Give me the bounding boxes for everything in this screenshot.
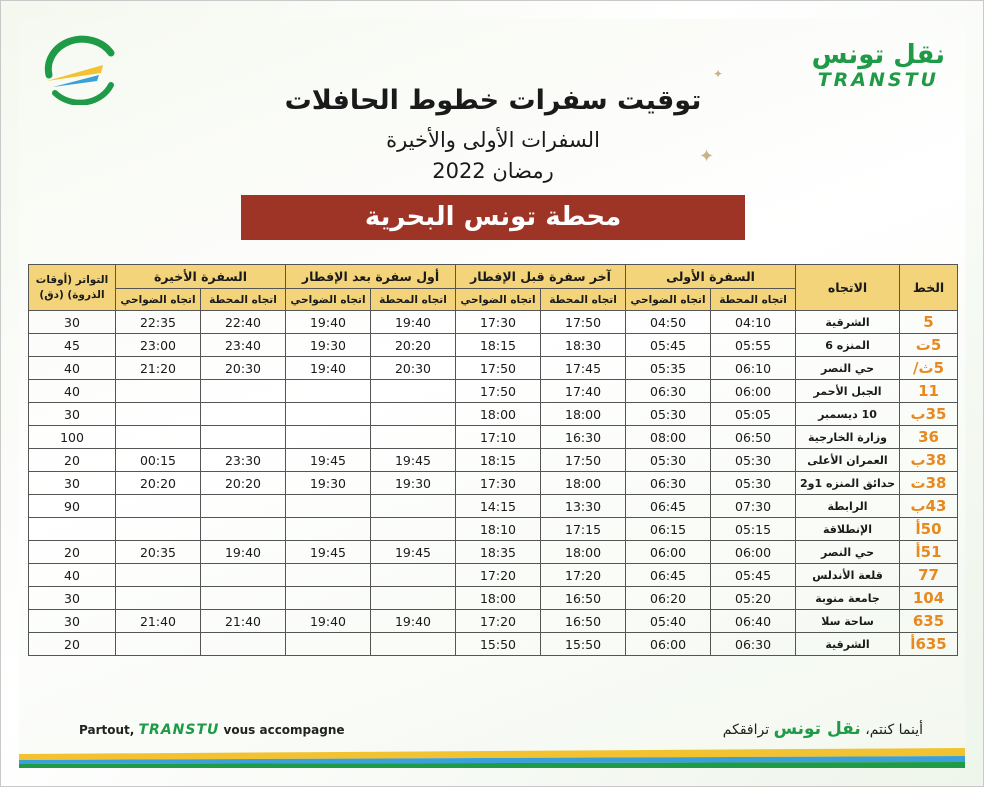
time-cell <box>201 633 286 656</box>
time-cell: 22:40 <box>201 311 286 334</box>
time-cell: 20:20 <box>201 472 286 495</box>
time-cell: 05:20 <box>711 587 796 610</box>
frequency-cell <box>29 518 116 541</box>
time-cell: 23:30 <box>201 449 286 472</box>
line-number-cell: 5ت <box>900 334 958 357</box>
header-first-trip: السفرة الأولى <box>626 265 796 289</box>
direction-cell: الرابطة <box>796 495 900 518</box>
time-cell: 18:00 <box>541 472 626 495</box>
time-cell: 18:15 <box>456 334 541 357</box>
frequency-cell: 40 <box>29 564 116 587</box>
direction-cell: الشرقية <box>796 633 900 656</box>
line-number-cell: 5ث/ <box>900 357 958 380</box>
time-cell <box>286 495 371 518</box>
footer-slogan-fr <box>79 722 345 738</box>
time-cell <box>286 564 371 587</box>
time-cell: 19:45 <box>371 541 456 564</box>
logo-latin: TRANSTU <box>817 69 939 91</box>
time-cell: 15:50 <box>456 633 541 656</box>
time-cell: 04:10 <box>711 311 796 334</box>
time-cell: 19:40 <box>371 311 456 334</box>
time-cell: 17:30 <box>456 472 541 495</box>
time-cell <box>371 633 456 656</box>
time-cell <box>371 380 456 403</box>
time-cell: 05:55 <box>711 334 796 357</box>
time-cell: 19:40 <box>286 357 371 380</box>
subheader-from-suburbs: اتجاه الضواحي <box>456 289 541 311</box>
time-cell <box>201 518 286 541</box>
header-last-before-iftar: آخر سفرة قبل الإفطار <box>456 265 626 289</box>
subheader-from-suburbs: اتجاه الضواحي <box>116 289 201 311</box>
time-cell: 17:50 <box>541 449 626 472</box>
page-title: توقيت سفرات خطوط الحافلات <box>284 85 702 116</box>
line-number-cell: 38ت <box>900 472 958 495</box>
time-cell: 19:45 <box>371 449 456 472</box>
direction-cell: حي النصر <box>796 541 900 564</box>
star-ornament-icon: ✦ <box>713 67 724 81</box>
time-cell <box>286 403 371 426</box>
time-cell: 18:00 <box>541 541 626 564</box>
time-cell: 18:15 <box>456 449 541 472</box>
direction-cell: حي النصر <box>796 357 900 380</box>
time-cell: 19:40 <box>201 541 286 564</box>
time-cell <box>201 495 286 518</box>
time-cell: 06:15 <box>626 518 711 541</box>
time-cell: 17:30 <box>456 311 541 334</box>
time-cell <box>201 403 286 426</box>
header-frequency: التواتر (أوقات الذروة) (دق) <box>29 265 116 311</box>
time-cell: 04:50 <box>626 311 711 334</box>
time-cell: 05:45 <box>626 334 711 357</box>
logo-arabic: نقل تونس <box>811 40 945 70</box>
table-row <box>29 403 958 426</box>
time-cell: 17:20 <box>541 564 626 587</box>
time-cell: 16:50 <box>541 610 626 633</box>
time-cell: 05:30 <box>626 403 711 426</box>
time-cell: 20:20 <box>116 472 201 495</box>
time-cell: 20:20 <box>371 334 456 357</box>
header-direction: الاتجاه <box>796 265 900 311</box>
frequency-cell: 30 <box>29 610 116 633</box>
footer-fr-prefix: Partout, <box>79 723 139 737</box>
time-cell <box>116 380 201 403</box>
line-number-cell: 104 <box>900 587 958 610</box>
footer-ar-prefix: أينما كنتم، <box>860 722 923 738</box>
time-cell: 18:00 <box>541 403 626 426</box>
time-cell: 05:40 <box>626 610 711 633</box>
time-cell: 06:40 <box>711 610 796 633</box>
footer-fr-suffix: vous accompagne <box>219 723 345 737</box>
time-cell: 17:40 <box>541 380 626 403</box>
time-cell <box>371 564 456 587</box>
table-row <box>29 518 958 541</box>
table-row <box>29 495 958 518</box>
line-number-cell: 77 <box>900 564 958 587</box>
time-cell: 19:30 <box>371 472 456 495</box>
time-cell: 21:40 <box>116 610 201 633</box>
line-number-cell: 50أ <box>900 518 958 541</box>
time-cell <box>116 495 201 518</box>
time-cell: 19:45 <box>286 541 371 564</box>
direction-cell: الجبل الأحمر <box>796 380 900 403</box>
time-cell: 18:10 <box>456 518 541 541</box>
line-number-cell: 51أ <box>900 541 958 564</box>
table-row <box>29 311 958 334</box>
time-cell: 17:50 <box>456 357 541 380</box>
footer-slogan-ar <box>723 719 923 739</box>
time-cell: 23:00 <box>116 334 201 357</box>
table-row <box>29 426 958 449</box>
season-label: رمضان 2022 <box>432 159 554 183</box>
header-line: الخط <box>900 265 958 311</box>
direction-cell: الإنطلاقة <box>796 518 900 541</box>
table-row <box>29 610 958 633</box>
time-cell: 17:50 <box>456 380 541 403</box>
time-cell: 05:35 <box>626 357 711 380</box>
time-cell: 19:30 <box>286 334 371 357</box>
time-cell <box>201 380 286 403</box>
time-cell: 00:15 <box>116 449 201 472</box>
header-last-trip: السفرة الأخيرة <box>116 265 286 289</box>
line-number-cell: 5 <box>900 311 958 334</box>
time-cell <box>286 380 371 403</box>
subheader-from-suburbs: اتجاه الضواحي <box>626 289 711 311</box>
time-cell: 22:35 <box>116 311 201 334</box>
header-first-after-iftar: أول سفرة بعد الإفطار <box>286 265 456 289</box>
frequency-cell: 40 <box>29 357 116 380</box>
schedule-table <box>28 264 958 656</box>
line-number-cell: 635 <box>900 610 958 633</box>
time-cell: 20:30 <box>201 357 286 380</box>
time-cell: 05:30 <box>626 449 711 472</box>
time-cell: 08:00 <box>626 426 711 449</box>
direction-cell: الشرقية <box>796 311 900 334</box>
direction-cell: المنزه 6 <box>796 334 900 357</box>
time-cell <box>116 518 201 541</box>
time-cell <box>201 426 286 449</box>
time-cell: 17:10 <box>456 426 541 449</box>
time-cell: 05:30 <box>711 472 796 495</box>
direction-cell: وزارة الخارجية <box>796 426 900 449</box>
table-row <box>29 541 958 564</box>
time-cell: 23:40 <box>201 334 286 357</box>
frequency-cell: 30 <box>29 311 116 334</box>
time-cell: 06:50 <box>711 426 796 449</box>
line-number-cell: 635أ <box>900 633 958 656</box>
time-cell: 14:15 <box>456 495 541 518</box>
time-cell: 06:30 <box>711 633 796 656</box>
time-cell <box>201 587 286 610</box>
table-row <box>29 449 958 472</box>
time-cell <box>371 426 456 449</box>
time-cell <box>116 426 201 449</box>
time-cell: 16:50 <box>541 587 626 610</box>
line-number-cell: 38ب <box>900 449 958 472</box>
time-cell: 18:00 <box>456 403 541 426</box>
time-cell <box>201 564 286 587</box>
direction-cell: ساحة سلا <box>796 610 900 633</box>
time-cell: 13:30 <box>541 495 626 518</box>
time-cell <box>371 495 456 518</box>
time-cell: 17:15 <box>541 518 626 541</box>
table-row <box>29 357 958 380</box>
time-cell <box>286 426 371 449</box>
time-cell: 15:50 <box>541 633 626 656</box>
table-row <box>29 633 958 656</box>
time-cell <box>116 403 201 426</box>
station-banner: محطة تونس البحرية <box>241 195 745 240</box>
page-subtitle: السفرات الأولى والأخيرة <box>386 128 600 152</box>
transtu-logo <box>812 41 945 91</box>
frequency-cell: 45 <box>29 334 116 357</box>
time-cell: 06:30 <box>626 380 711 403</box>
line-number-cell: 36 <box>900 426 958 449</box>
line-number-cell: 43ب <box>900 495 958 518</box>
time-cell <box>286 587 371 610</box>
direction-cell: جامعة منوبة <box>796 587 900 610</box>
footer-color-stripes <box>19 746 965 768</box>
frequency-cell: 90 <box>29 495 116 518</box>
time-cell: 17:45 <box>541 357 626 380</box>
subheader-from-station: اتجاه المحطة <box>371 289 456 311</box>
time-cell <box>286 518 371 541</box>
footer-fr-brand: TRANSTU <box>138 722 220 738</box>
time-cell <box>116 564 201 587</box>
subheader-from-station: اتجاه المحطة <box>201 289 286 311</box>
direction-cell: قلعة الأندلس <box>796 564 900 587</box>
time-cell: 17:20 <box>456 610 541 633</box>
direction-cell: العمران الأعلى <box>796 449 900 472</box>
time-cell <box>116 587 201 610</box>
time-cell <box>371 403 456 426</box>
subheader-from-station: اتجاه المحطة <box>541 289 626 311</box>
frequency-cell: 20 <box>29 633 116 656</box>
time-cell: 07:30 <box>711 495 796 518</box>
frequency-cell: 30 <box>29 403 116 426</box>
time-cell: 18:00 <box>456 587 541 610</box>
time-cell <box>116 633 201 656</box>
star-ornament-icon: ✦ <box>699 146 715 167</box>
time-cell: 06:00 <box>626 633 711 656</box>
frequency-cell: 20 <box>29 449 116 472</box>
time-cell: 05:15 <box>711 518 796 541</box>
time-cell: 17:20 <box>456 564 541 587</box>
frequency-cell: 30 <box>29 472 116 495</box>
time-cell: 19:40 <box>286 311 371 334</box>
footer-ar-brand: نقل تونس <box>773 719 861 739</box>
time-cell: 05:05 <box>711 403 796 426</box>
table-row <box>29 380 958 403</box>
time-cell: 06:30 <box>626 472 711 495</box>
footer-ar-suffix: ترافقكم <box>722 722 774 738</box>
time-cell: 06:45 <box>626 564 711 587</box>
subheader-from-station: اتجاه المحطة <box>711 289 796 311</box>
table-row <box>29 587 958 610</box>
time-cell: 19:40 <box>286 610 371 633</box>
time-cell: 06:00 <box>626 541 711 564</box>
time-cell: 05:30 <box>711 449 796 472</box>
time-cell: 16:30 <box>541 426 626 449</box>
time-cell <box>371 518 456 541</box>
time-cell <box>286 633 371 656</box>
time-cell: 06:10 <box>711 357 796 380</box>
direction-cell: حدائق المنزه 1و2 <box>796 472 900 495</box>
time-cell: 21:20 <box>116 357 201 380</box>
time-cell: 20:30 <box>371 357 456 380</box>
time-cell: 19:40 <box>371 610 456 633</box>
time-cell: 06:00 <box>711 380 796 403</box>
table-row <box>29 564 958 587</box>
frequency-cell: 40 <box>29 380 116 403</box>
time-cell: 20:35 <box>116 541 201 564</box>
line-number-cell: 11 <box>900 380 958 403</box>
time-cell: 18:30 <box>541 334 626 357</box>
time-cell: 19:45 <box>286 449 371 472</box>
time-cell: 06:45 <box>626 495 711 518</box>
time-cell: 17:50 <box>541 311 626 334</box>
table-row <box>29 334 958 357</box>
time-cell <box>371 587 456 610</box>
direction-cell: 10 ديسمبر <box>796 403 900 426</box>
time-cell: 05:45 <box>711 564 796 587</box>
time-cell: 21:40 <box>201 610 286 633</box>
time-cell: 19:30 <box>286 472 371 495</box>
line-number-cell: 35ب <box>900 403 958 426</box>
frequency-cell: 30 <box>29 587 116 610</box>
time-cell: 06:20 <box>626 587 711 610</box>
time-cell: 18:35 <box>456 541 541 564</box>
frequency-cell: 20 <box>29 541 116 564</box>
frequency-cell: 100 <box>29 426 116 449</box>
time-cell: 06:00 <box>711 541 796 564</box>
table-row <box>29 472 958 495</box>
subheader-from-suburbs: اتجاه الضواحي <box>286 289 371 311</box>
